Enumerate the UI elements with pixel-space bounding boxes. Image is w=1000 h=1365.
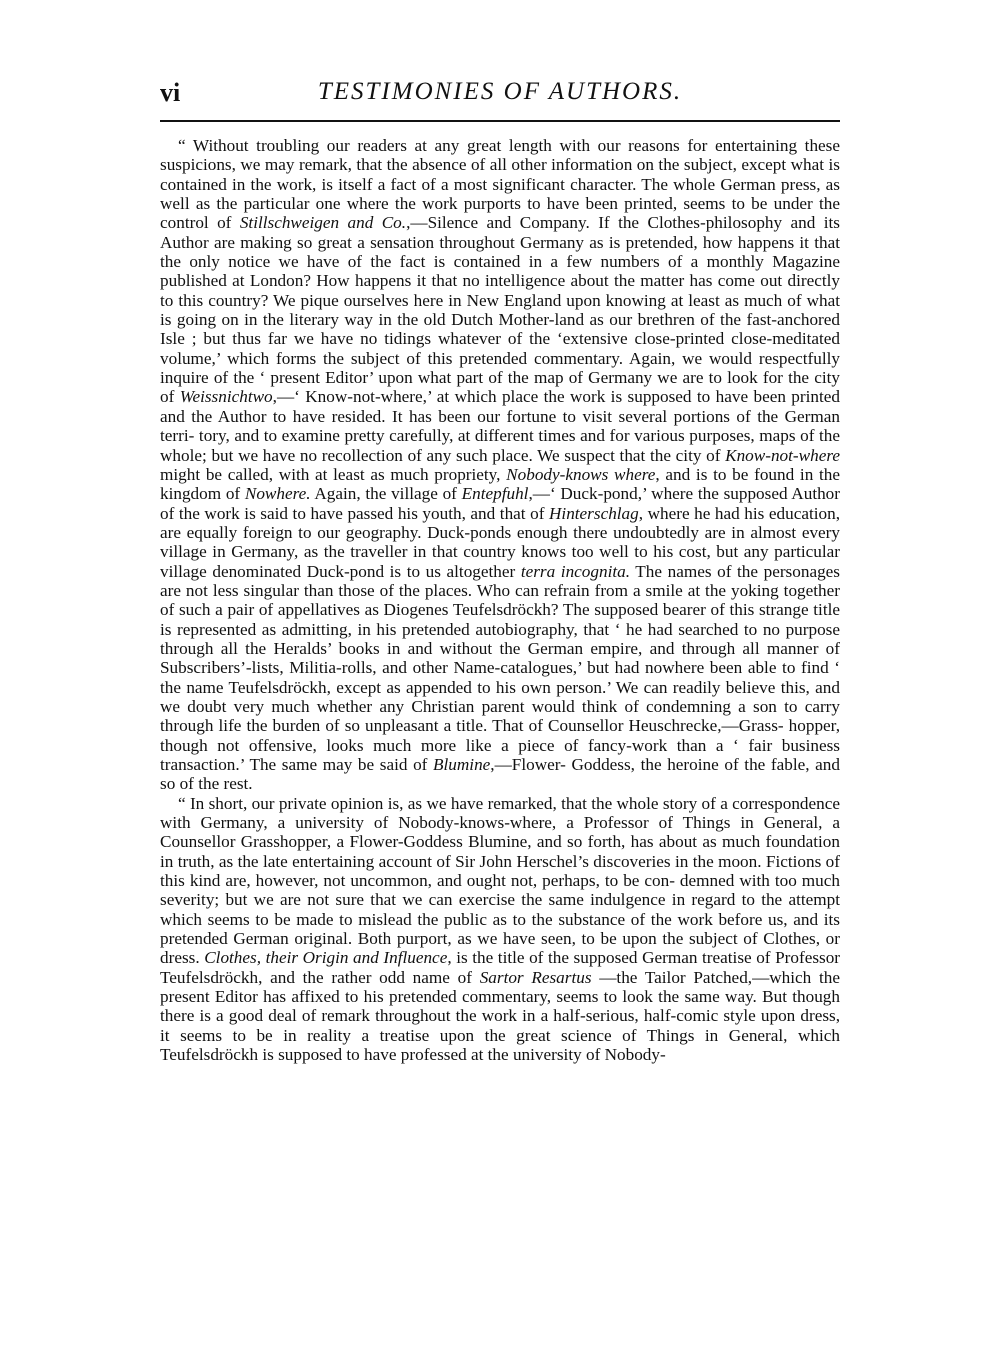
text-run: ,—Flower- Goddess, the heroine of the fable, and so of the rest. [160, 755, 840, 794]
italic-text: Know-not-where [725, 445, 840, 465]
italic-text: Nobody-knows where [506, 464, 656, 484]
italic-text: Weissnichtwo [179, 387, 273, 407]
paragraph [160, 136, 840, 794]
text-run: “ In short, our private opinion is, as we have remarked, that the whole story of a correspondence with Germany, a university of Nobody-knows-where, a Professor of Things in General, a Counsellor Grasshopper, a Flower-Goddess Blumine, and so forth, has about as much foundation in truth, as the late entertaining account of Sir John Herschel’s discoveries in the moon. Fictions of this kind are, however, not uncommon, and ought not, perhaps, to be con- demned with too much severity; but we are not sure that we can exercise the same indulgence in regard to the attempt which seems to be made to mislead the public as to the substance of the work before us, and its pretended German original. Both purport, as we have seen, to be upon the subject of Clothes, or dress. [160, 793, 840, 968]
italic-text: Entepfuhl [461, 484, 529, 504]
page-number: vi [160, 78, 181, 107]
text-run: , and is to be found in the kingdom of [160, 464, 840, 504]
text-run: Again, the village of [310, 484, 462, 504]
body-text [160, 136, 840, 1065]
text-run: ,—‘ Know-not-where,’ at which place the work is supposed to have been printed and the Author to have resided. It has been our fortune to visit several portions of the German terri- tory, and to examine pretty carefully, at different times and for various purposes, maps of the whole; but we have no recollection of any such place. We suspect that the city of [160, 387, 840, 465]
italic-text: Sartor Resartus [479, 967, 592, 987]
running-title: TESTIMONIES OF AUTHORS. [317, 78, 683, 105]
italic-text: Nowhere. [244, 484, 311, 504]
text-run: ,—Silence and Company. If the Clothes-philosophy and its Author are making so great a sensation throughout Germany as is pretended, how happens it that the only notice we have of the fact is contained in a few numbers of a monthly Magazine published at London? How happens it that no intelligence about the matter has come out directly to this country? We pique ourselves here in New England upon knowing at least as much of what is going on in the literary way in the old Dutch Mother-land as our brethren of the fast-anchored Isle ; but thus far we have no tidings whatever of the ‘extensive close-printed close-meditated volume,’ which forms the subject of this pretended commentary. Again, we would respectfully inquire of the ‘ present Editor’ upon what part of the map of Germany we are to look for the city of [160, 213, 840, 407]
header-rule [160, 120, 840, 122]
text-run: The names of the personages are not less singular than those of the places. Who can refrain from a smile at the yoking together of such a pair of appellatives as Diogenes Teufelsdröckh? The supposed bearer of this strange title is represented as admitting, in his pretended autobiography, that ‘ he had searched to no purpose through all the Heralds’ books in and without the German empire, and through all manner of Subscribers’-lists, Militia-rolls, and other Name-catalogues,’ but had nowhere been able to find ‘ the name Teufelsdröckh, except as appended to his own person.’ We can readily believe this, and we doubt very much whether any Christian parent would think of condemning a son to carry through life the burden of so unpleasant a title. That of Counsellor Heuschrecke,—Grass- hopper, though not offensive, looks much more like a piece of fancy-work than a ‘ fair business transaction.’ The same may be said of [160, 561, 840, 774]
text-run: ,—‘ Duck-pond,’ where the supposed Author of the work is said to have passed his youth, and that of [160, 484, 841, 523]
text-run: , where he had his education, are equally foreign to our geography. Duck-ponds enough there undoubtedly are in almost every village in Germany, as the traveller in that country knows too well to his cost, but any particular village denominated Duck-pond is to us altogether [160, 503, 840, 581]
italic-text: Stillschweigen and Co. [239, 213, 407, 233]
italic-text: Hinterschlag [549, 503, 639, 523]
text-run: —the Tailor Patched,—which the present Editor has affixed to his pretended commentary, seems to look the same way. But though there is a good deal of remark throughout the work in a half-serious, half-comic style upon dress, it seems to be in reality a treatise upon the great science of Things in General, which Teufelsdröckh is supposed to have professed at the university of Nobody- [160, 967, 840, 1065]
text-run: , is the title of the supposed German treatise of Professor Teufelsdröckh, and the rather odd name of [160, 948, 841, 987]
text-run: “ Without troubling our readers at any great length with our reasons for entertaining these suspicions, we may remark, that the absence of all other information on the subject, except what is contained in the work, is itself a fact of a most significant character. The whole German press, as well as the particular one where the work purports to have been printed, seems to be under the control of [160, 136, 840, 233]
text-run: might be called, with at least as much propriety, [160, 464, 507, 484]
italic-text: Blumine [433, 755, 491, 774]
italic-text: terra incognita. [520, 561, 631, 581]
page-header [160, 78, 840, 118]
paragraph [160, 794, 840, 1065]
italic-text: Clothes, their Origin and Influence [204, 948, 448, 968]
